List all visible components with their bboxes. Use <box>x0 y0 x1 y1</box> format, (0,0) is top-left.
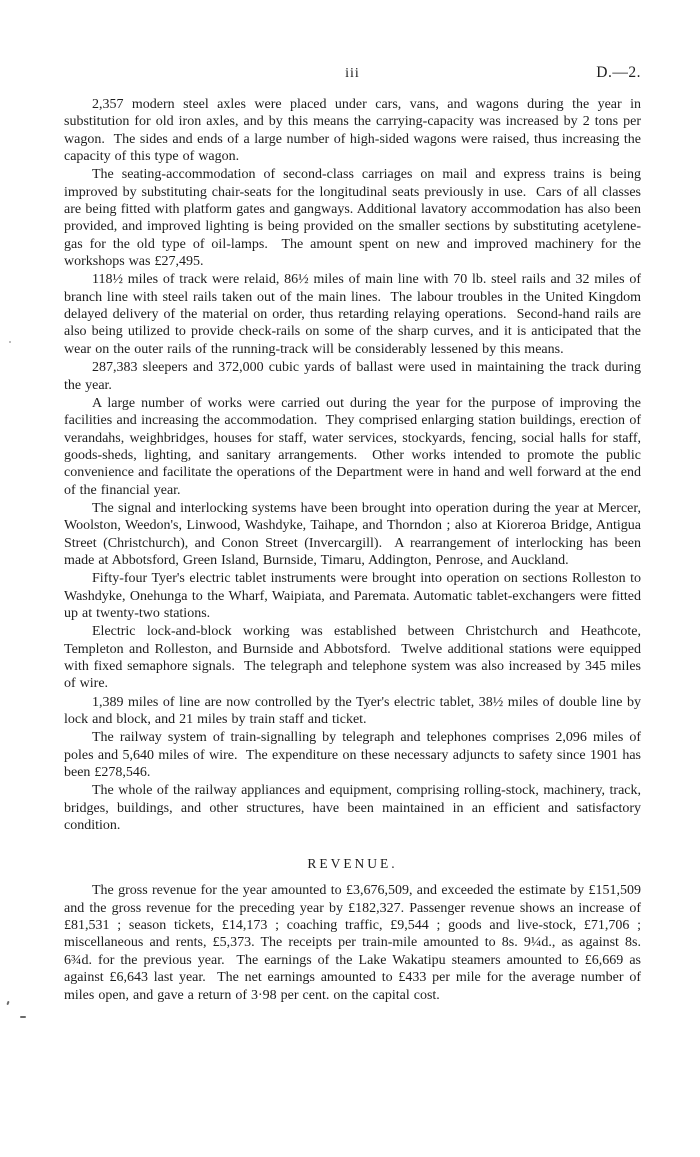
paragraph-maintenance-condition: The whole of the railway appliances and equipment, comprising rolling-stock, machinery, track, bridges, buildings, and other structures, have been maintained in an efficient and satisfactory condition. <box>64 783 641 834</box>
page-number: iii <box>345 66 360 81</box>
page-header <box>64 66 641 86</box>
paragraph-axles: 2,357 modern steel axles were placed under cars, vans, and wagons during the year in substitution for old iron axles, and by this means the carrying-capacity was increased by 2 tons per wagon. The sides and ends of a large number of high-sided wagons were raised, thus increasing the capacity of this type of wagon. <box>64 97 641 165</box>
paragraph-track-relaid: 118½ miles of track were relaid, 86½ miles of main line with 70 lb. steel rails and 32 miles of branch line with steel rails taken out of the main lines. The labour troubles in the United Kingdom delayed delivery of the material on order, thus retarding relaying operations. Second-hand rails are also being utilized to provide check-rails on some of the sharp curves, and it is anticipated that the wear on the outer rails of the running-track will be considerably lessened by this means. <box>64 272 641 357</box>
paragraph-train-signalling: The railway system of train-signalling by telegraph and telephones comprises 2,096 miles of poles and 5,640 miles of wire. The expenditure on these necessary adjuncts to safety since 1901 has been £278,546. <box>64 730 641 781</box>
scan-artifact <box>9 341 11 343</box>
paragraph-tyers-tablet-instruments: Fifty-four Tyer's electric tablet instruments were brought into operation on sections Rolleston to Washdyke, Onehunga to the Wharf, Waipiata, and Paremata. Automatic tablet-exchangers were fitted up at twenty-two stations. <box>64 571 641 621</box>
paragraph-works-carried-out: A large number of works were carried out during the year for the purpose of improving the facilities and increasing the accommodation. They comprised enlarging station buildings, erection of verandahs, weighbridges, houses for staff, water services, stockyards, fencing, social halls for staff, goods-sheds, lighting, and sanitary arrangements. Other works intended to promote the public convenience and facilitate the operations of the Department were in hand and well forward at the end of the financial year. <box>64 395 641 498</box>
paragraph-gross-revenue: The gross revenue for the year amounted to £3,676,509, and exceeded the estimate by £151,509 and the gross revenue for the preceding year by £182,327. Passenger revenue shows an increase of £81,531 ; season tickets, £14,173 ; coaching traffic, £9,544 ; goods and live-stock, £71,706 ; miscellaneous and rents, £5,373. The receipts per train-mile amounted to 8s. 9¼d., as against 8s. 6¾d. for the previous year. The earnings of the Lake Wakatipu steamers amounted to £6,669 as against £6,643 last year. The net earnings amounted to £433 per mile for the average number of miles open, and gave a return of 3·98 per cent. on the capital cost. <box>64 883 641 1003</box>
scan-artifact <box>20 1016 26 1018</box>
section-heading-revenue: REVENUE. <box>307 856 398 872</box>
paragraph-seating-accommodation: The seating-accommodation of second-class carriages on mail and express trains is being improved by substituting chair-seats for the longitudinal seats previously in use. Cars of all classes are being fitted with platform gates and gangways. Additional lavatory accommodation has also been provided, and improved lighting is being provided on the smaller sections by substituting acetylene-gas for the old type of oil-lamps. The amount spent on new and improved machinery for the workshops was £27,495. <box>64 167 641 270</box>
paragraph-miles-controlled: 1,389 miles of line are now controlled by the Tyer's electric tablet, 38½ miles of double line by lock and block, and 21 miles by train staff and ticket. <box>64 694 641 728</box>
scan-artifact <box>6 1001 9 1005</box>
paragraph-signal-interlocking: The signal and interlocking systems have been brought into operation during the year at Mercer, Woolston, Weedon's, Linwood, Washdyke, Taihape, and Thorndon ; also at Kioreroa Bridge, Antigua Street (Christchurch), and Conon Street (Invercargill). A rearrangement of interlocking has been made at Abbotsford, Green Island, Burnside, Timaru, Addington, Penrose, and Auckland. <box>64 500 641 568</box>
paragraph-lock-and-block: Electric lock-and-block working was established between Christchurch and Heathcote, Templeton and Rolleston, and Burnside and Abbotsford. Twelve additional stations were equipped with fixed semaphore signals. The telegraph and telephone system was also increased by 345 miles of wire. <box>64 624 641 692</box>
page-body <box>64 96 641 1005</box>
paragraph-sleepers-ballast: 287,383 sleepers and 372,000 cubic yards of ballast were used in maintaining the track during the year. <box>64 360 641 393</box>
document-reference: D.—2. <box>596 64 641 81</box>
